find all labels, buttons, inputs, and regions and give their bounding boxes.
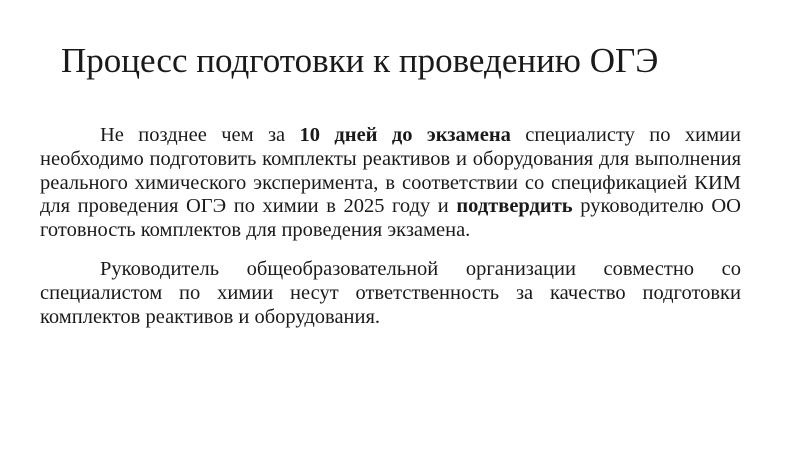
deadline-emphasis: 10 дней до экзамена [299, 124, 511, 146]
confirm-emphasis: подтвердить [456, 195, 573, 218]
paragraph-preparation-deadline [40, 124, 741, 243]
text-segment: Руководитель общеобразовательной организации совместно со специалистом по химии несут ответственность за качество подготовки комплектов реактивов и оборудования. [40, 257, 741, 328]
paragraph-responsibility [40, 258, 741, 329]
slide-body [40, 124, 741, 344]
text-segment: руководителю ОО готовность комплектов для проведения экзамена. [40, 195, 741, 242]
slide-title: Процесс подготовки к проведению ОГЭ [61, 41, 659, 80]
text-segment: специалисту по химии необходимо подготовить комплекты реактивов и оборудования для выполнения реального химического эксперимента, в соответствии со спецификацией КИМ для проведения ОГЭ по химии в 2025 году и [40, 124, 741, 218]
text-segment: Не позднее чем за [100, 124, 300, 146]
